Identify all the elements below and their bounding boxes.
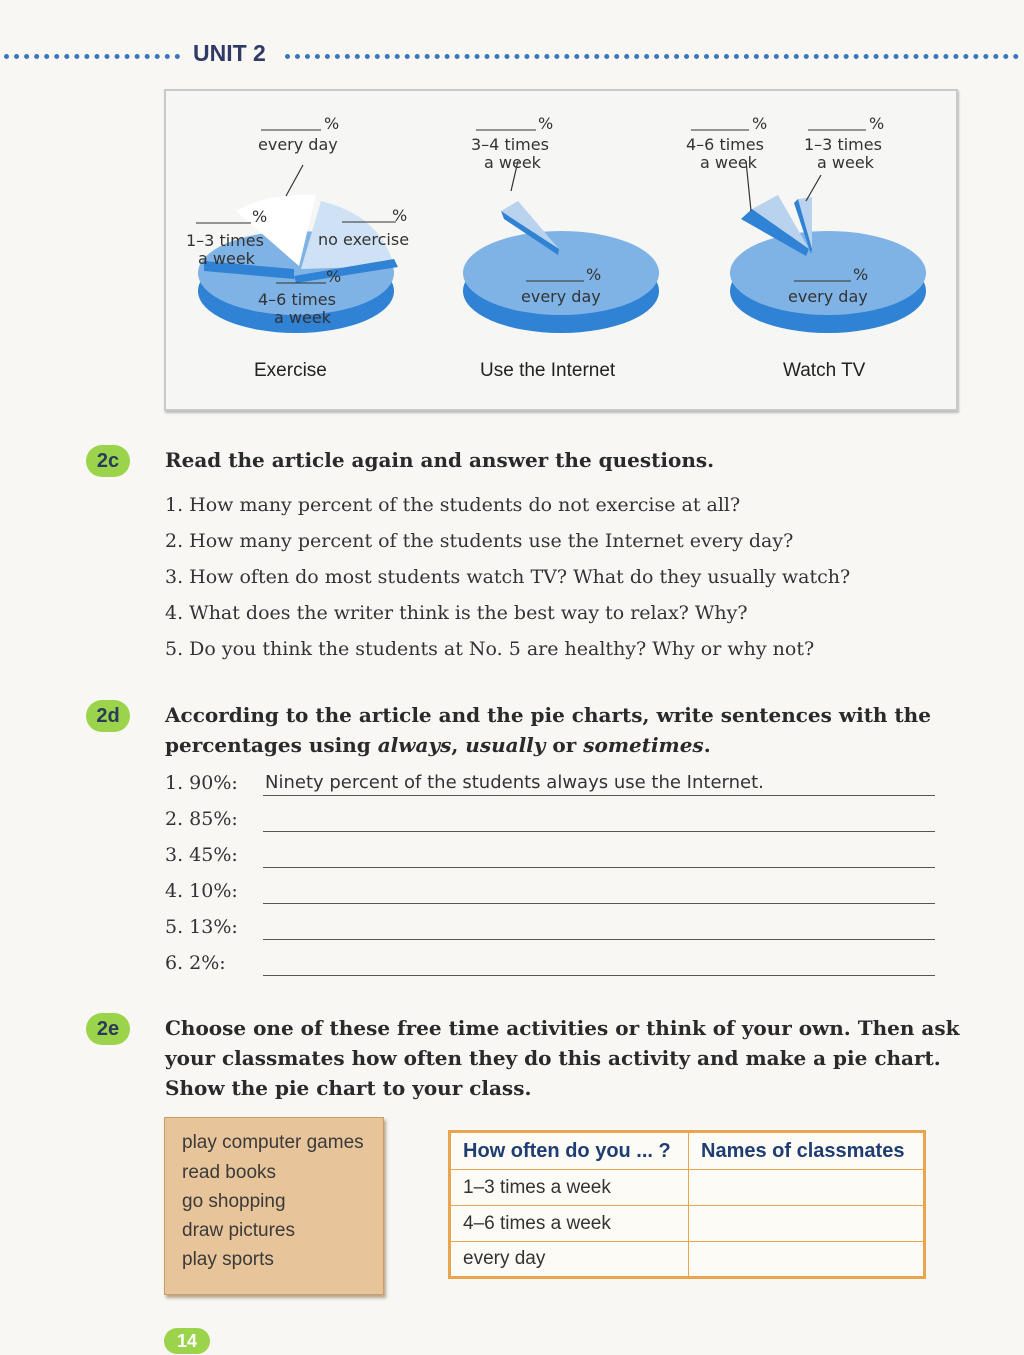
names-cell[interactable] [689, 1170, 925, 1206]
answer-number: 4. 10%: [165, 880, 238, 902]
answer-line[interactable] [263, 867, 935, 868]
activity-item: play sports [182, 1249, 274, 1270]
frequency-cell: 4–6 times a week [450, 1206, 689, 1242]
answer-row-3 [165, 842, 935, 872]
page-number: 14 [164, 1328, 210, 1354]
instruction-2e-line2: your classmates how often they do this activity and make a pie chart. [165, 1046, 941, 1070]
answer-line[interactable] [263, 831, 935, 832]
pct-label: % [252, 207, 268, 226]
pie-charts-svg [166, 91, 956, 409]
answer-row-4 [165, 878, 935, 908]
word-always: always [377, 733, 452, 757]
header-dots-right [285, 54, 1019, 59]
pie-charts-panel [164, 89, 958, 411]
caption-exercise: Exercise [254, 360, 327, 381]
instruction-2d [165, 700, 931, 760]
answer-line[interactable] [263, 939, 935, 940]
label-a-week: a week [484, 153, 541, 172]
word-or: or [545, 733, 584, 757]
internet-pie [463, 161, 659, 333]
answer-row-1 [165, 770, 935, 800]
question-5: 5. Do you think the students at No. 5 are healthy? Why or why not? [165, 638, 815, 660]
table-header-row [450, 1132, 925, 1170]
label-every-day: every day [788, 287, 868, 306]
instruction-2e-line3: Show the pie chart to your class. [165, 1076, 532, 1100]
unit-title: UNIT 2 [193, 40, 266, 66]
pct-label: % [392, 206, 408, 225]
pct-label: % [324, 114, 340, 133]
badge-2d: 2d [86, 700, 130, 732]
period: . [703, 733, 711, 757]
survey-table [448, 1130, 926, 1279]
answer-number: 2. 85%: [165, 808, 238, 830]
names-cell[interactable] [689, 1242, 925, 1278]
label-a-week: a week [274, 308, 331, 327]
pct-label: % [586, 265, 602, 284]
answer-number: 5. 13%: [165, 916, 238, 938]
label-4-6-times: 4–6 times [258, 290, 336, 309]
frequency-cell: 1–3 times a week [450, 1170, 689, 1206]
header-how-often: How often do you ... ? [450, 1132, 689, 1170]
question-1: 1. How many percent of the students do not exercise at all? [165, 494, 741, 516]
pct-label: % [326, 267, 342, 286]
caption-internet: Use the Internet [480, 360, 616, 381]
caption-tv: Watch TV [783, 360, 866, 381]
answer-line [263, 795, 935, 796]
pct-label: % [752, 114, 768, 133]
word-sometimes: sometimes [583, 733, 704, 757]
label-a-week: a week [817, 153, 874, 172]
names-cell[interactable] [689, 1206, 925, 1242]
instruction-2e-line1: Choose one of these free time activities or think of your own. Then ask [165, 1016, 960, 1040]
answer-row-6 [165, 950, 935, 980]
answer-line[interactable] [263, 975, 935, 976]
word-usually: usually [465, 733, 546, 757]
instruction-2c: Read the article again and answer the questions. [165, 448, 715, 472]
answer-text[interactable]: Ninety percent of the students always use the Internet. [265, 772, 764, 793]
unit-header [0, 40, 1024, 72]
table-row [450, 1242, 925, 1278]
frequency-cell: every day [450, 1242, 689, 1278]
instruction-2d-line1: According to the article and the pie charts, write sentences with the [165, 703, 931, 727]
badge-2e: 2e [86, 1013, 130, 1045]
label-4-6-times: 4–6 times [686, 135, 764, 154]
label-every-day: every day [258, 135, 338, 154]
answer-number: 1. 90%: [165, 772, 238, 794]
label-a-week: a week [700, 153, 757, 172]
label-1-3-times: 1–3 times [804, 135, 882, 154]
table-row [450, 1170, 925, 1206]
answer-number: 3. 45%: [165, 844, 238, 866]
pct-label: % [853, 265, 869, 284]
header-dots-left [4, 54, 180, 59]
label-a-week: a week [198, 249, 255, 268]
question-2: 2. How many percent of the students use the Internet every day? [165, 530, 794, 552]
instruction-2e [165, 1013, 959, 1103]
badge-2c: 2c [86, 445, 130, 477]
label-every-day: every day [521, 287, 601, 306]
tv-pie [730, 161, 926, 333]
instruction-2d-line2: percentages using [165, 733, 378, 757]
answer-line[interactable] [263, 903, 935, 904]
table-row [450, 1206, 925, 1242]
activity-item: read books [182, 1162, 277, 1183]
label-3-4-times: 3–4 times [471, 135, 549, 154]
activities-box [164, 1117, 384, 1295]
label-no-exercise: no exercise [318, 230, 410, 249]
header-names: Names of classmates [689, 1132, 925, 1170]
pct-label: % [538, 114, 554, 133]
pct-label: % [869, 114, 885, 133]
activity-item: go shopping [182, 1191, 286, 1212]
activity-item: draw pictures [182, 1220, 295, 1241]
comma: , [451, 733, 466, 757]
question-4: 4. What does the writer think is the best way to relax? Why? [165, 602, 748, 624]
question-3: 3. How often do most students watch TV? What do they usually watch? [165, 566, 851, 588]
answer-row-5 [165, 914, 935, 944]
answer-number: 6. 2%: [165, 952, 226, 974]
activity-item: play computer games [182, 1132, 364, 1153]
label-1-3-times: 1–3 times [186, 231, 264, 250]
answer-row-2 [165, 806, 935, 836]
